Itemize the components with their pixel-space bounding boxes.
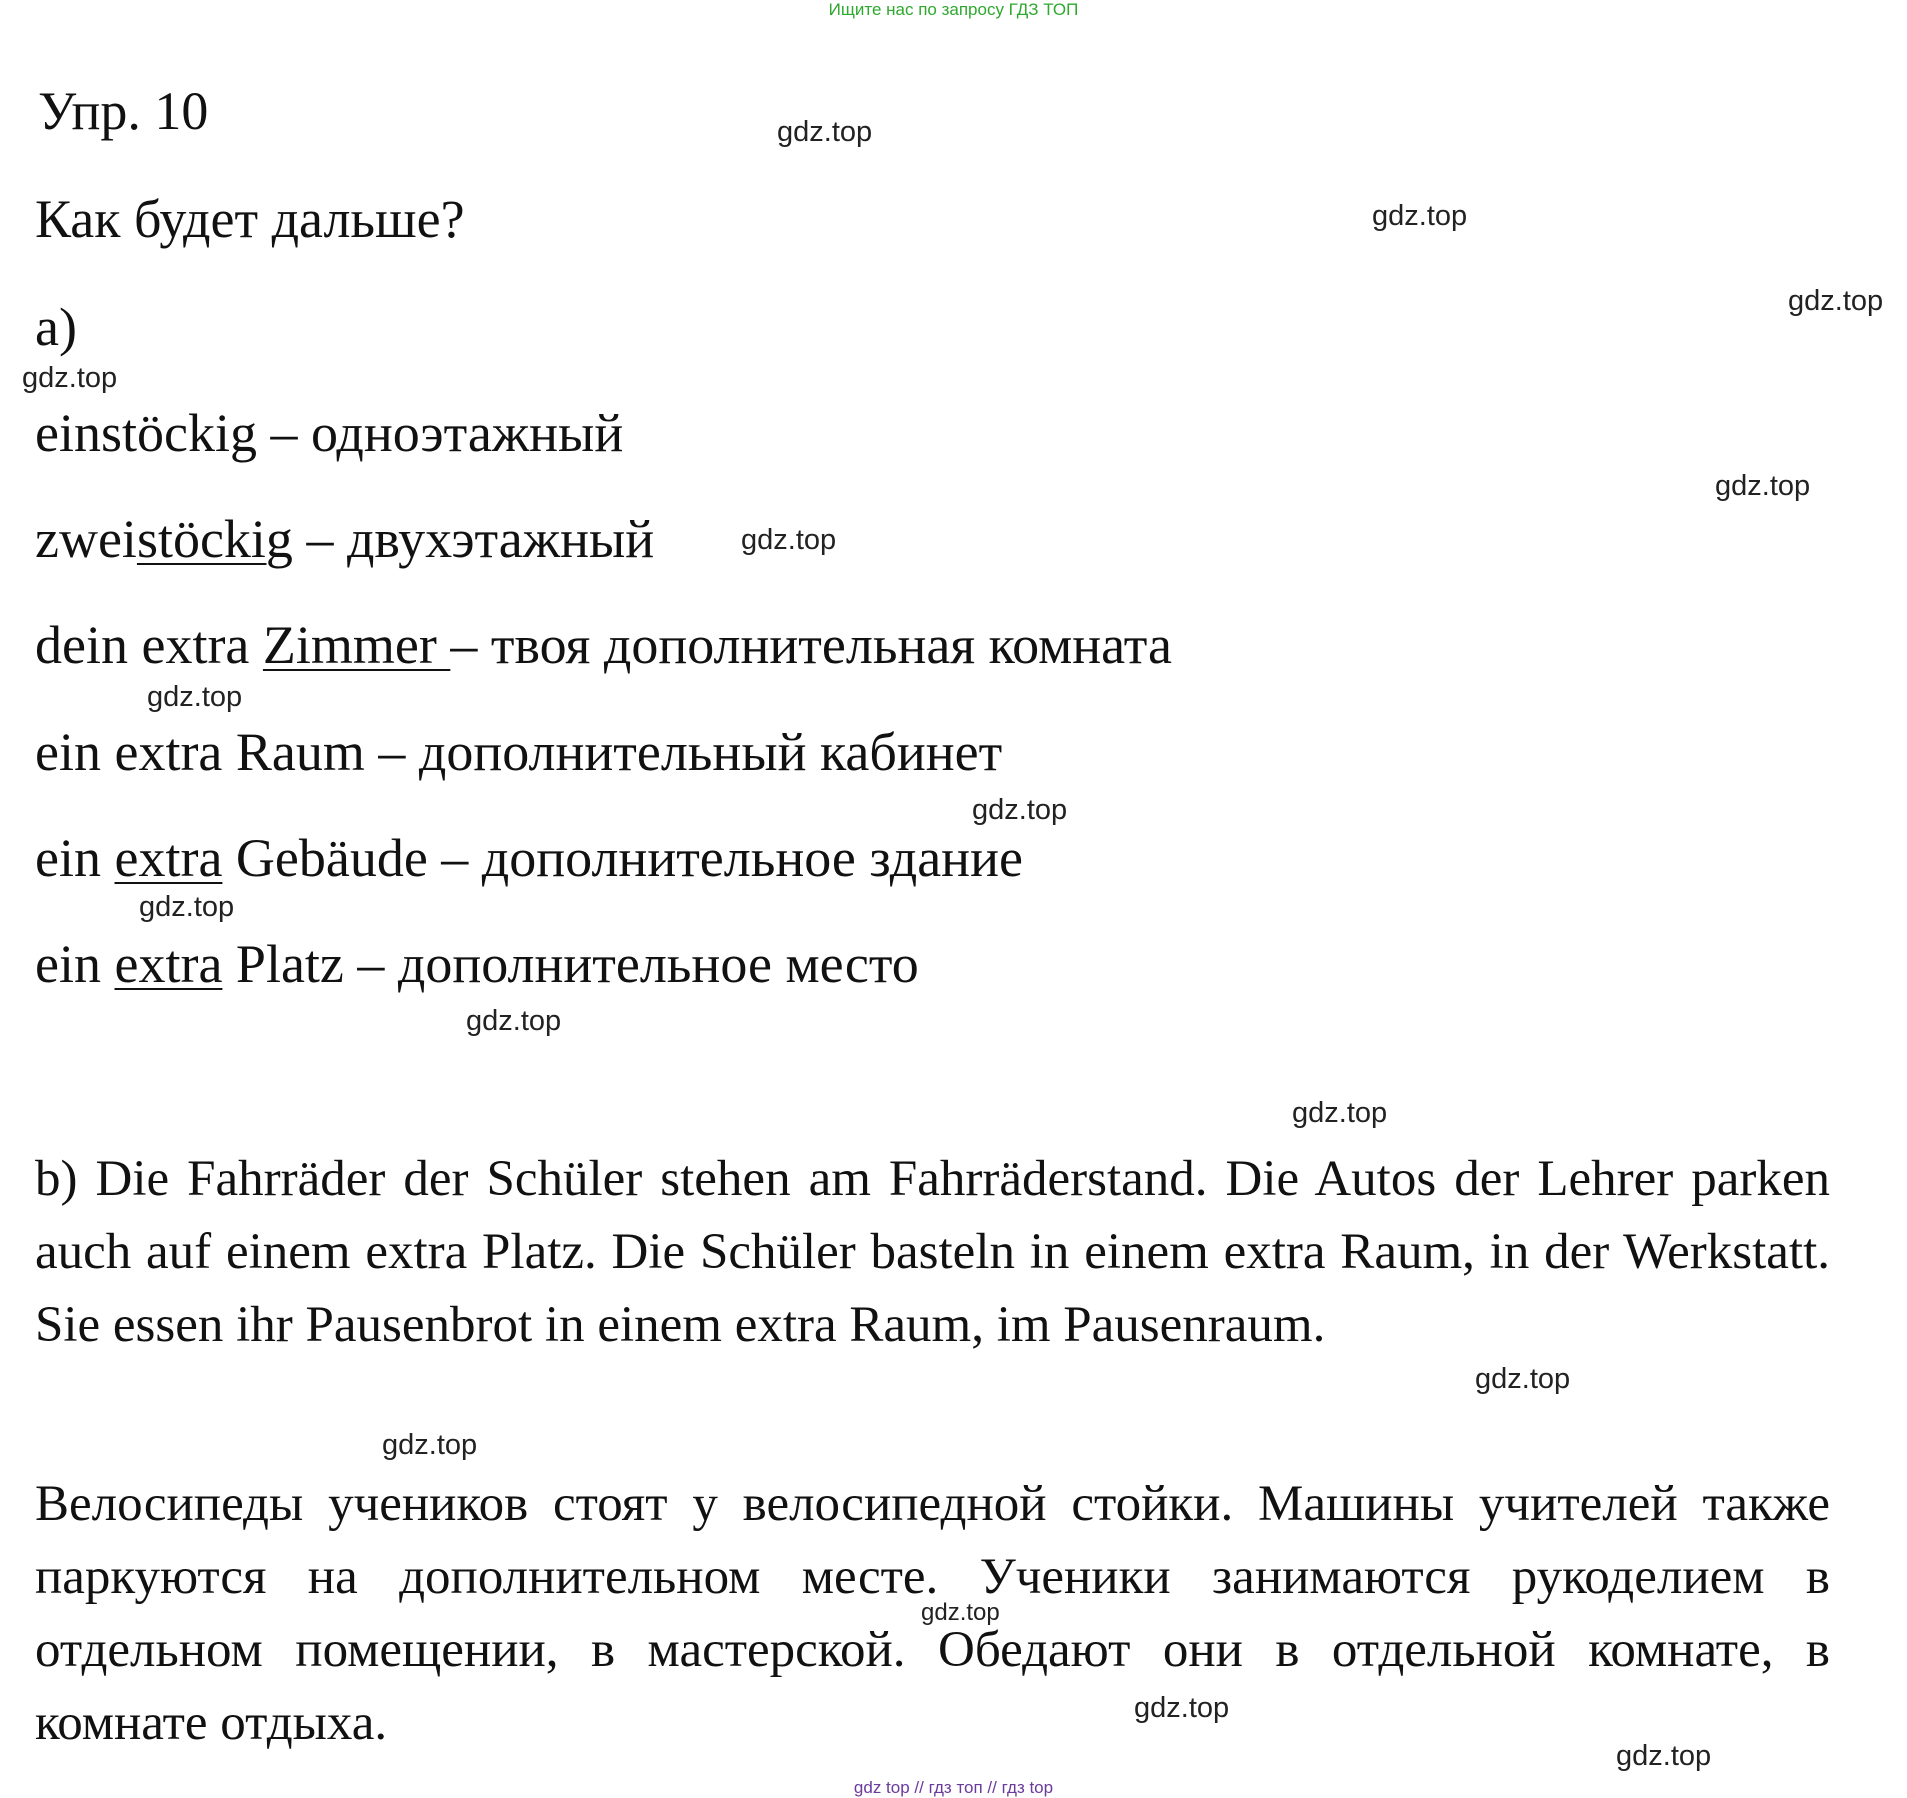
watermark: gdz.top — [466, 1005, 562, 1037]
vocab-rest: einstöckig – одноэтажный — [35, 403, 624, 463]
vocab-prefix: ein — [35, 934, 115, 994]
watermark: gdz.top — [1788, 285, 1884, 317]
vocab-underlined: extra — [114, 828, 223, 888]
vocab-item — [35, 722, 1003, 782]
watermark: gdz.top — [1475, 1363, 1571, 1395]
translation-paragraph: Велосипеды учеников стоят у велосипедной стойки. Машины учителей также паркуются на дополнительном месте. Ученики занимаются рукоделием в отдельном помещении, в мастерской. Обедают они в отдельной комнате, в комнате отдыха. — [35, 1476, 1830, 1751]
watermark: gdz.top — [139, 891, 235, 923]
vocab-item — [35, 403, 624, 463]
watermark: gdz.top — [147, 681, 243, 713]
vocab-item — [35, 615, 1172, 675]
vocab-prefix: dein extra — [35, 615, 263, 675]
vocab-rest: ein extra Raum – дополнительный кабинет — [35, 722, 1003, 782]
watermark: gdz.top — [1372, 200, 1468, 232]
vocab-item — [35, 934, 919, 994]
watermark: gdz.top — [1616, 1740, 1712, 1772]
vocab-rest: Gebäude – дополнительное здание — [222, 828, 1023, 888]
part-b-paragraph: b) Die Fahrräder der Schüler stehen am Fahrräderstand. Die Autos der Lehrer parken auch auf einem extra Platz. Die Schüler basteln in einem extra Raum, in der Werkstatt. Sie essen ihr Pausenbrot in einem extra Raum, im Pausenraum. — [35, 1151, 1830, 1353]
vocab-rest: – твоя дополнительная комната — [450, 615, 1172, 675]
watermark: gdz.top — [1715, 470, 1811, 502]
vocab-prefix: ein — [35, 828, 115, 888]
exercise-question: Как будет дальше? — [35, 189, 465, 249]
vocab-item — [35, 828, 1023, 888]
vocab-underlined: stöckig — [136, 509, 293, 569]
vocab-item — [35, 509, 655, 569]
watermark: gdz.top — [1292, 1097, 1388, 1129]
watermark: gdz.top — [382, 1429, 478, 1461]
vocab-underlined: extra — [114, 934, 223, 994]
bottom-banner: gdz top // гдз топ // гдз top — [853, 1778, 1054, 1797]
watermark: gdz.top — [777, 116, 873, 148]
watermark: gdz.top — [972, 794, 1068, 826]
watermark: gdz.top — [921, 1599, 1000, 1626]
watermark: gdz.top — [741, 524, 837, 556]
vocab-prefix: zwei — [35, 509, 137, 569]
watermark: gdz.top — [22, 362, 118, 394]
vocab-rest: Platz – дополнительное место — [222, 934, 919, 994]
part-a-label: a) — [35, 297, 77, 357]
watermark: gdz.top — [1134, 1692, 1230, 1724]
vocab-underlined: Zimmer — [262, 615, 451, 675]
vocab-rest: – двухэтажный — [292, 509, 655, 569]
exercise-title: Упр. 10 — [38, 81, 209, 141]
top-banner: Ищите нас по запросу ГДЗ ТОП — [828, 0, 1079, 19]
